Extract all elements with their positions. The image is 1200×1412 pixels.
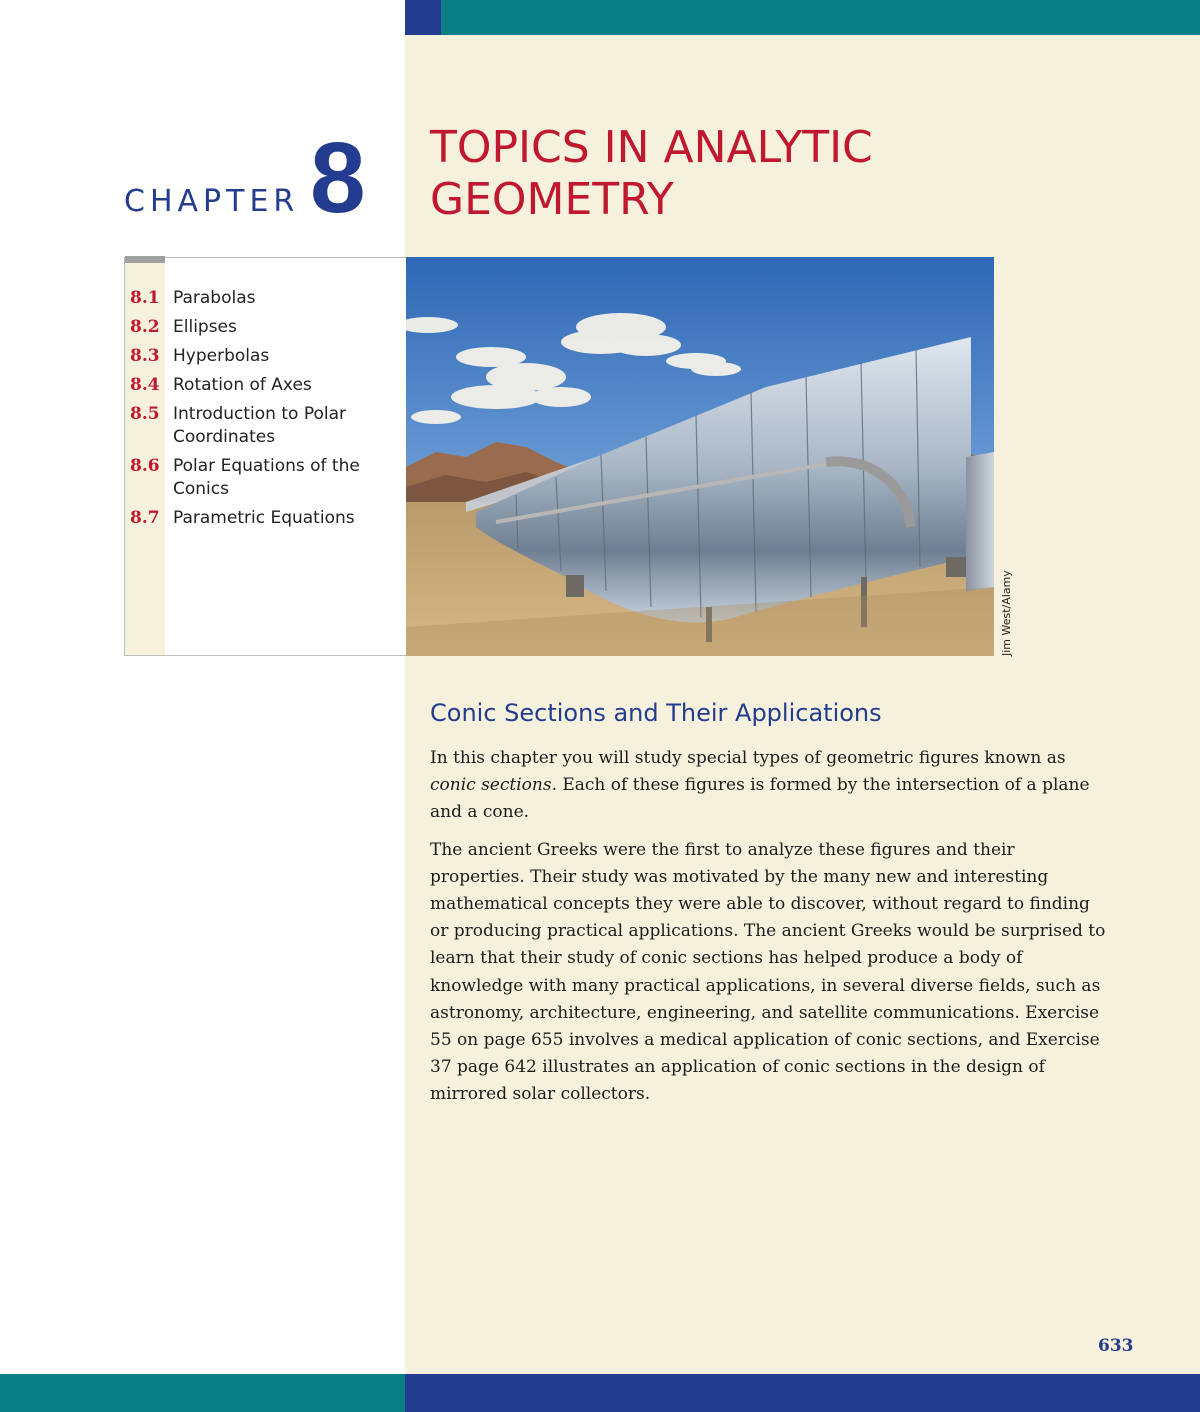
toc-item-8-7[interactable] [130, 507, 400, 530]
page-number: 633 [1098, 1336, 1134, 1356]
top-teal-bar [441, 0, 1200, 35]
toc-item-8-4[interactable] [130, 374, 400, 397]
chapter-title-line-2: GEOMETRY [430, 174, 674, 225]
top-blue-bar [405, 0, 441, 35]
toc-item-label: Polar Equations of the Conics [173, 456, 360, 499]
toc-item-number: 8.6 [130, 456, 160, 476]
solar-collector-illustration [406, 257, 994, 656]
chapter-label: CHAPTER [124, 184, 300, 219]
paragraph-1-italic-term: conic sections [430, 775, 552, 796]
toc-item-8-6[interactable] [130, 455, 400, 501]
paragraph-2: The ancient Greeks were the first to analyze these figures and their properties. Their study was motivated by the many new and interesting mathematical concepts they were able to discover, without regard to finding or producing practical applications. The ancient Greeks would be surprised to learn that their study of conic sections has helped produce a body of knowledge with many practical applications, in several diverse fields, such as astronomy, architecture, engineering, and satellite communications. Exercise 55 on page 655 involves a medical application of conic sections, and Exercise 37 page 642 illustrates an application of conic sections in the design of mirrored solar collectors. [430, 839, 1106, 1105]
toc-item-number: 8.2 [130, 317, 160, 337]
toc-item-label: Introduction to Polar Coordinates [173, 404, 346, 447]
toc-item-label: Ellipses [173, 317, 237, 337]
bottom-teal-bar [0, 1374, 405, 1412]
toc-item-8-2[interactable] [130, 316, 400, 339]
toc-item-label: Rotation of Axes [173, 375, 312, 395]
photo-credit: Jim West/Alamy [1000, 570, 1013, 656]
chapter-number: 8 [310, 122, 366, 234]
toc-item-number: 8.4 [130, 375, 160, 395]
body-text [430, 745, 1110, 1119]
toc-item-number: 8.3 [130, 346, 160, 366]
toc-item-8-5[interactable] [130, 403, 400, 449]
toc-item-label: Hyperbolas [173, 346, 270, 366]
toc-list [130, 287, 400, 536]
toc-tab [125, 256, 165, 263]
solar-collector-photo [406, 257, 994, 656]
toc-item-number: 8.1 [130, 288, 160, 308]
bottom-blue-bar [405, 1374, 1200, 1412]
toc-item-label: Parabolas [173, 288, 256, 308]
chapter-title [430, 122, 1130, 226]
toc-item-8-1[interactable] [130, 287, 400, 310]
toc-item-number: 8.5 [130, 404, 160, 424]
toc-item-8-3[interactable] [130, 345, 400, 368]
paragraph-1-start: In this chapter you will study special types of geometric figures known as [430, 748, 1066, 768]
table-of-contents [124, 257, 406, 656]
toc-item-number: 8.7 [130, 508, 160, 528]
paragraph-1 [430, 745, 1110, 827]
chapter-title-line-1: TOPICS IN ANALYTIC [430, 122, 873, 173]
paragraph-1-end: . Each of these figures is formed by the intersection of a plane and a cone. [430, 775, 1090, 823]
toc-item-label: Parametric Equations [173, 508, 355, 528]
section-heading: Conic Sections and Their Applications [430, 699, 882, 727]
